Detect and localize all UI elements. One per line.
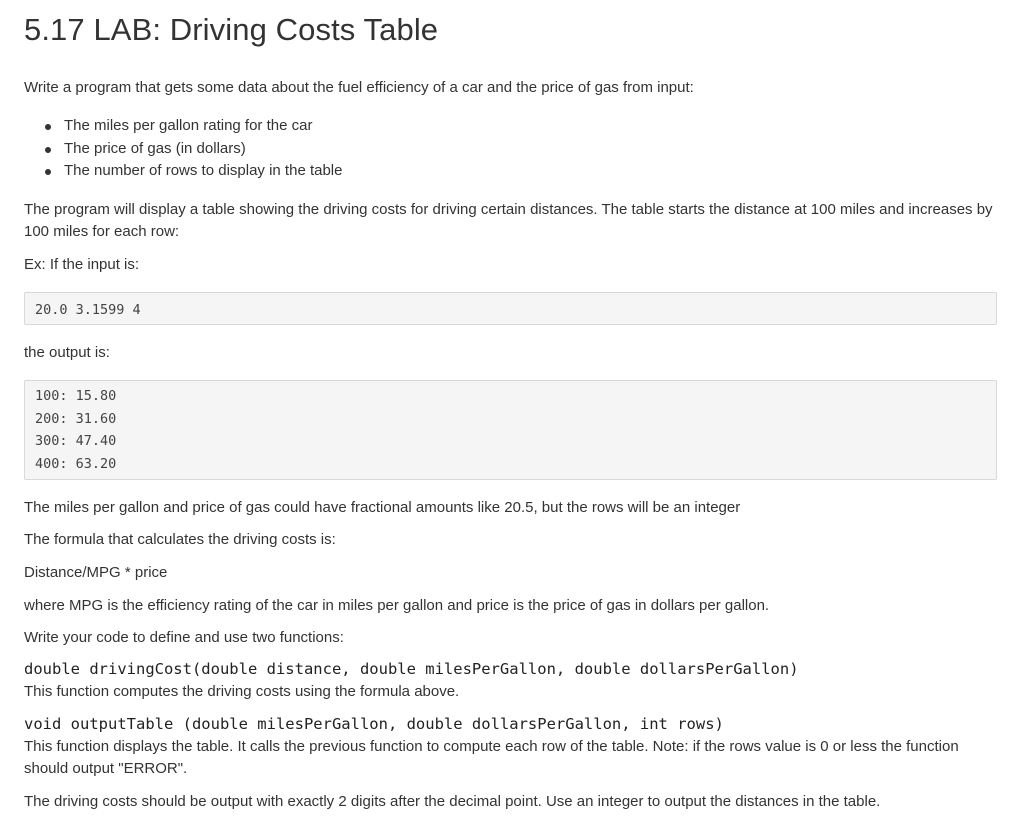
example-input-box xyxy=(24,292,997,325)
formula-explanation: where MPG is the efficiency rating of the car in miles per gallon and price is the price of gas in dollars per gallon. xyxy=(24,597,770,614)
function1-description: This function computes the driving costs using the formula above. xyxy=(24,683,460,700)
example-label: Ex: If the input is: xyxy=(24,256,140,273)
page-title: 5.17 LAB: Driving Costs Table xyxy=(24,12,439,47)
fractional-note: The miles per gallon and price of gas could have fractional amounts like 20.5, but the rows will be an integer xyxy=(24,499,741,516)
output-line: 100: 15.80 xyxy=(35,388,117,404)
intro-text: Write a program that gets some data about the fuel efficiency of a car and the price of gas from input: xyxy=(24,79,694,96)
function1-signature: double drivingCost(double distance, double milesPerGallon, double dollarsPerGallon) xyxy=(24,660,799,678)
formula-label: The formula that calculates the driving costs is: xyxy=(24,531,336,548)
function2-description: This function displays the table. It calls the previous function to compute each row of the table. Note: if the rows value is 0 or less the function should output "ERROR". xyxy=(24,738,959,777)
formula-text: Distance/MPG * price xyxy=(24,564,168,581)
function2-signature: void outputTable (double milesPerGallon, double dollarsPerGallon, int rows) xyxy=(24,715,724,733)
list-item: The price of gas (in dollars) xyxy=(24,138,342,161)
functions-intro: Write your code to define and use two functions: xyxy=(24,629,344,646)
example-input-line: 20.0 3.1599 4 xyxy=(35,302,141,318)
input-list xyxy=(24,115,342,183)
output-line: 400: 63.20 xyxy=(35,455,117,472)
description-text: The program will display a table showing the driving costs for driving certain distances. The table starts the distance at 100 miles and increases by 100 miles for each row: xyxy=(24,201,993,240)
output-line: 200: 31.60 xyxy=(35,410,117,427)
example-output-box xyxy=(24,380,997,480)
closing-note: The driving costs should be output with exactly 2 digits after the decimal point. Use an integer to output the distances in the table. xyxy=(24,793,881,810)
list-item: The number of rows to display in the table xyxy=(24,160,342,183)
output-line: 300: 47.40 xyxy=(35,433,117,449)
list-item: The miles per gallon rating for the car xyxy=(24,115,342,138)
output-label: the output is: xyxy=(24,344,110,361)
